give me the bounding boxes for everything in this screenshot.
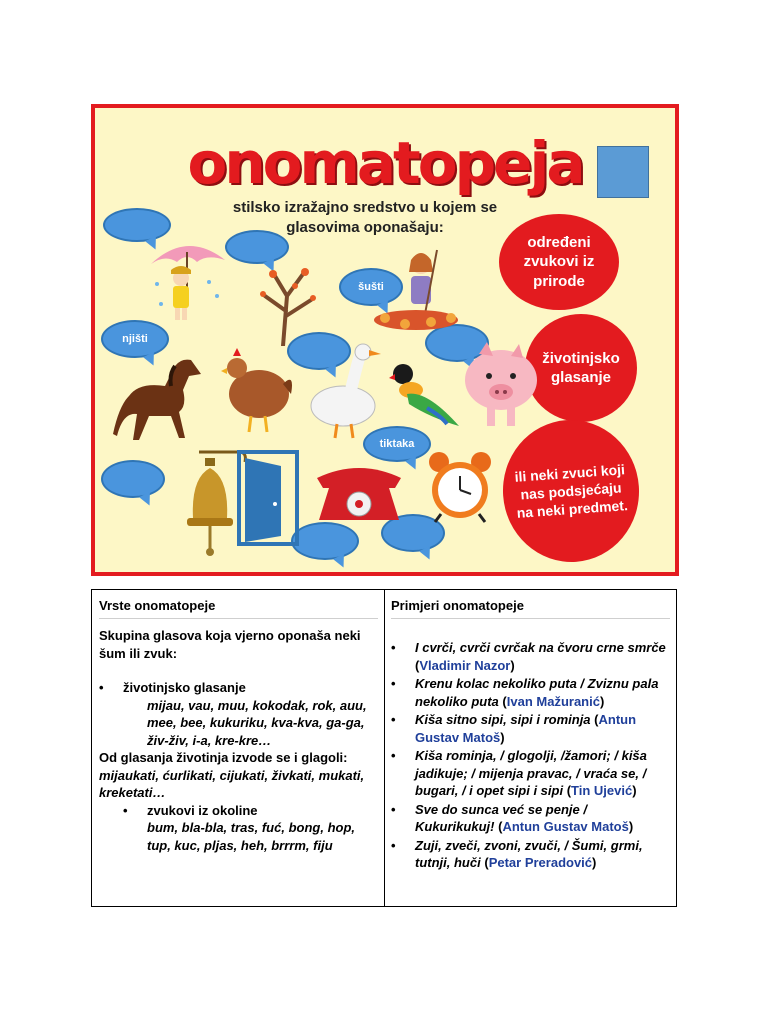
list-item: • Kiša sitno sipi, sipi i rominja (Antun Gustav Matoš) (391, 712, 637, 745)
verbs-paragraph (99, 749, 378, 802)
example-author: Tin Ujević (571, 783, 633, 798)
example-author: Vladimir Nazor (419, 657, 511, 673)
speech-bubble-tiktaka: tiktaka (363, 426, 431, 462)
intro-text: Skupina glasova koja vjerno oponaša neki šum ili zvuk: (99, 628, 361, 661)
speech-bubble-empty (101, 460, 165, 498)
pig-icon (449, 340, 545, 430)
telephone-icon (309, 458, 409, 524)
category-animal-sounds: životinjsko glasanje (525, 314, 637, 422)
list-item: • Kiša rominja, / glogolji, /žamori; / kiša jadikuje; / mijenja pravac, / vraća se, / bugari, / i opet sipi i sipi (Tin Ujević) (391, 748, 647, 798)
example-text: I cvrči, cvrči cvrčak na čvoru crne smrče (415, 640, 666, 655)
examples-header: Primjeri onomatopeje (391, 598, 670, 619)
goose-icon (303, 340, 381, 440)
speech-bubble-susti: šušti (339, 268, 403, 306)
examples-list (391, 639, 670, 872)
types-header: Vrste onomatopeje (99, 598, 378, 619)
leaves-girl-icon (371, 242, 461, 332)
example-text: Krenu kolac nekoliko puta / Zviznu pala nekoliko puta (415, 676, 659, 709)
environment-sounds-label: zvukovi iz okoline (147, 802, 258, 818)
examples-column (385, 590, 676, 906)
alarm-clock-icon (425, 448, 495, 524)
list-item: • Zuji, zveči, zvoni, zvuči, / Šumi, grmi, tutnji, huči (Petar Preradović) (391, 837, 643, 870)
poster-title: onomatopeja (187, 129, 583, 197)
onomatopoeia-table (91, 589, 677, 907)
door-icon (235, 448, 305, 548)
category-nature-sounds: određeni zvukovi iz prirode (499, 214, 619, 310)
verbs-text: mijaukati, ćurlikati, cijukati, živkati, mukati, kreketati… (99, 767, 365, 800)
list-item: • životinjsko glasanje (99, 680, 246, 695)
category-object-sounds: ili neki zvuci koji nas podsjećaju na neki predmet. (498, 415, 644, 566)
example-author: Antun Gustav Matoš (502, 819, 629, 834)
horse-icon (109, 346, 209, 446)
animal-sounds-label: životinjsko glasanje (123, 680, 246, 695)
example-text: Zuji, zveči, zvoni, zvuči, / Šumi, grmi, tutnji, huči (415, 837, 643, 870)
list-item: • I cvrči, cvrči cvrčak na čvoru crne smrče (Vladimir Nazor) (391, 640, 666, 673)
example-text: Sve do sunca već se penje / Kukurikukuj! (415, 801, 587, 834)
umbrella-girl-icon (147, 234, 227, 324)
onomatopoeia-poster (91, 104, 679, 576)
list-item: • Sve do sunca već se penje / Kukurikukuj! (Antun Gustav Matoš) (391, 801, 634, 834)
example-text: Kiša rominja, / glogolji, /žamori; / kiša jadikuje; / mijenja pravac, / vraća se, / bugari, / i opet sipi i sipi (415, 748, 647, 798)
hen-icon (221, 344, 297, 434)
example-author: Antun Gustav Matoš (415, 712, 637, 745)
speech-bubble-njisti: njišti (101, 320, 169, 358)
types-column (92, 590, 385, 906)
list-item: • Krenu kolac nekoliko puta / Zviznu pala nekoliko puta (Ivan Mažuranić) (391, 676, 659, 709)
poster-subtitle: stilsko izražajno sredstvo u kojem se glasovima oponašaju: (232, 199, 498, 237)
tree-icon (245, 256, 325, 346)
environment-sounds-text: bum, bla-bla, tras, fuć, bong, hop, tup, kuc, pljas, heh, brrrm, fiju (147, 820, 355, 853)
blue-square-decoration (597, 146, 649, 198)
example-author: Petar Preradović (488, 855, 593, 870)
example-author: Ivan Mažuranić (506, 693, 600, 709)
list-item: • zvukovi iz okoline (123, 802, 258, 818)
verbs-intro: Od glasanja životinja izvode se i glagoli: (99, 750, 348, 765)
animal-sounds-text: mijau, vau, muu, kokodak, rok, auu, mee, bee, kukuriku, kva-kva, ga-ga, živ-živ, i-a, kre-kre… (147, 697, 367, 748)
example-text: Kiša sitno sipi, sipi i rominja (415, 712, 591, 727)
